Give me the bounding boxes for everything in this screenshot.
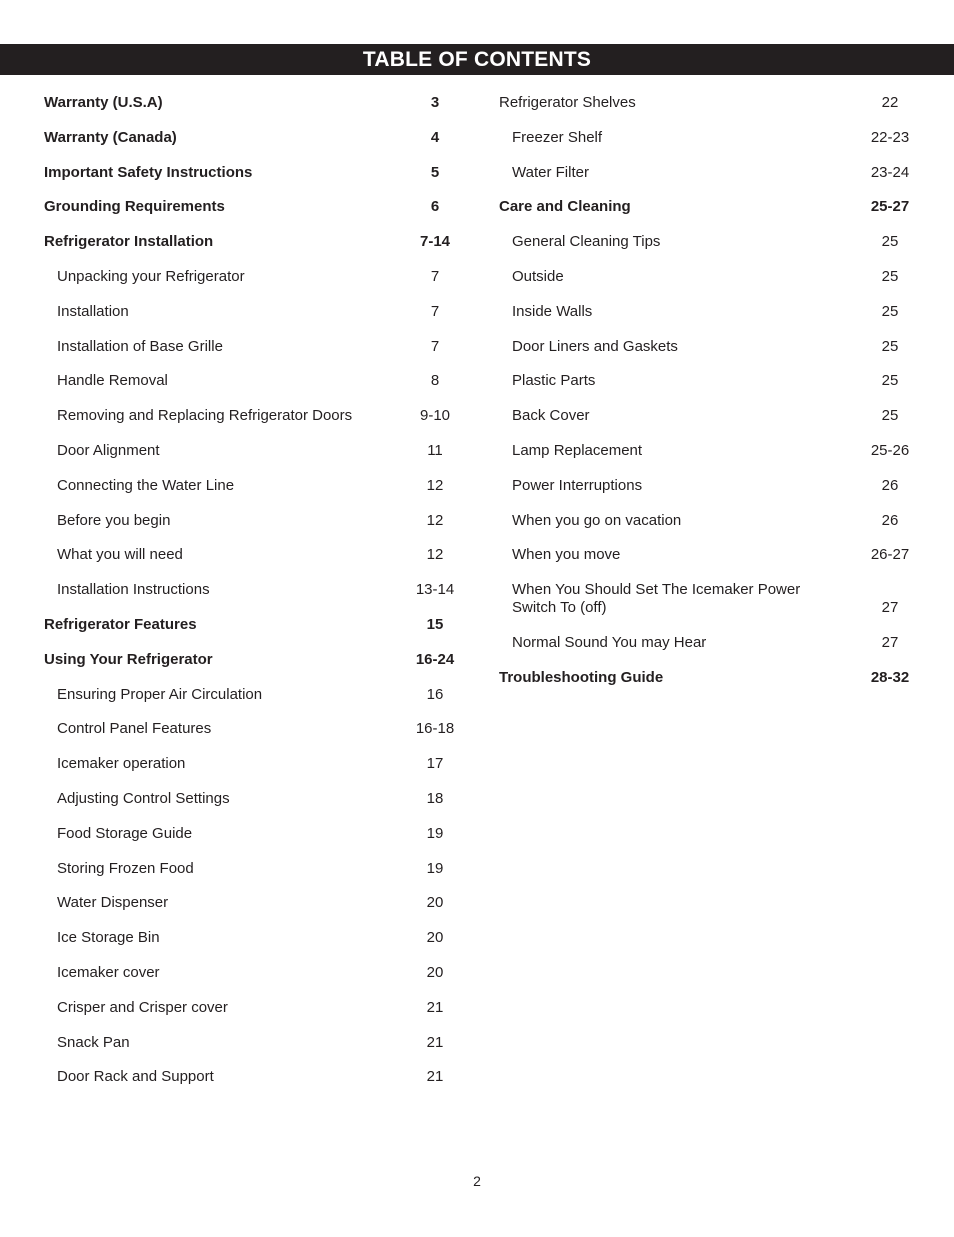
toc-entry-label: Back Cover — [512, 407, 590, 425]
toc-entry[interactable] — [44, 573, 464, 608]
toc-entry-label: Troubleshooting Guide — [499, 668, 664, 686]
toc-entry[interactable] — [499, 364, 919, 399]
toc-entry-page: 16-24 — [415, 650, 455, 668]
toc-entry[interactable] — [44, 608, 464, 643]
toc-entry[interactable] — [44, 434, 464, 469]
toc-entry[interactable] — [499, 121, 919, 156]
toc-entry-page: 25-26 — [870, 441, 910, 459]
toc-right-column — [499, 86, 919, 696]
toc-entry-page: 22-23 — [870, 128, 910, 146]
toc-entry-page: 28-32 — [870, 668, 910, 686]
toc-entry-label: Door Liners and Gaskets — [512, 337, 678, 355]
toc-entry-label: When you move — [512, 546, 621, 564]
toc-entry-label: Handle Removal — [57, 372, 168, 390]
toc-entry[interactable] — [499, 225, 919, 260]
toc-entry-page: 15 — [426, 615, 444, 633]
toc-entry[interactable] — [44, 921, 464, 956]
toc-entry-page: 19 — [426, 859, 444, 877]
toc-entry[interactable] — [499, 260, 919, 295]
toc-entry-label: Outside — [512, 267, 564, 285]
toc-entry-label: Storing Frozen Food — [57, 859, 194, 877]
toc-entry[interactable] — [499, 295, 919, 330]
toc-entry[interactable] — [44, 330, 464, 365]
toc-entry[interactable] — [499, 661, 919, 696]
toc-entry-page: 20 — [426, 894, 444, 912]
toc-entry-label: Refrigerator Features — [44, 615, 197, 633]
toc-entry-page: 16-18 — [415, 720, 455, 738]
toc-entry-label: Freezer Shelf — [512, 128, 603, 146]
toc-entry-page: 21 — [426, 998, 444, 1016]
toc-entry-label: Control Panel Features — [57, 720, 212, 738]
toc-entry[interactable] — [44, 538, 464, 573]
toc-entry-label: Warranty (Canada) — [44, 128, 177, 146]
toc-entry-page: 26-27 — [870, 546, 910, 564]
toc-entry-label: Warranty (U.S.A) — [44, 94, 163, 111]
toc-entry[interactable] — [44, 678, 464, 713]
toc-entry[interactable] — [499, 86, 919, 121]
toc-entry-label: Installation Instructions — [57, 581, 210, 599]
toc-entry-label: What you will need — [57, 546, 183, 564]
toc-entry[interactable] — [44, 225, 464, 260]
toc-entry[interactable] — [44, 156, 464, 191]
toc-entry-label: Ice Storage Bin — [57, 929, 160, 947]
toc-entry-page: 8 — [430, 372, 440, 390]
toc-entry-label: Inside Walls — [512, 302, 593, 320]
toc-entry-label: Lamp Replacement — [512, 441, 643, 459]
toc-entry[interactable] — [44, 399, 464, 434]
toc-entry-label: Water Dispenser — [57, 894, 169, 912]
toc-entry-label: Plastic Parts — [512, 372, 596, 390]
toc-entry-page: 7 — [430, 267, 440, 285]
toc-entry[interactable] — [499, 156, 919, 191]
toc-entry-label: When you go on vacation — [512, 511, 682, 529]
toc-entry-label: Icemaker cover — [57, 963, 160, 981]
toc-entry[interactable] — [499, 538, 919, 573]
toc-entry-page: 6 — [430, 198, 440, 216]
toc-entry-label: Important Safety Instructions — [44, 163, 253, 181]
toc-entry[interactable] — [44, 852, 464, 887]
toc-entry-label: Ensuring Proper Air Circulation — [57, 685, 263, 703]
toc-entry-page: 7 — [430, 302, 440, 320]
toc-entry-label: Crisper and Crisper cover — [57, 998, 228, 1016]
toc-entry-label: Food Storage Guide — [57, 824, 193, 842]
toc-entry-page: 16 — [426, 685, 444, 703]
toc-entry-page: 23-24 — [870, 163, 910, 181]
toc-entry-page: 20 — [426, 929, 444, 947]
toc-header — [0, 44, 954, 75]
toc-entry-page: 26 — [881, 476, 899, 494]
toc-entry[interactable] — [499, 626, 919, 661]
toc-entry-page: 5 — [430, 163, 440, 181]
toc-entry-label: Refrigerator Shelves — [499, 94, 636, 111]
page-number: 2 — [473, 1173, 481, 1189]
toc-entry-page: 19 — [426, 824, 444, 842]
toc-entry[interactable] — [499, 190, 919, 225]
toc-entry-label: Unpacking your Refrigerator — [57, 267, 245, 285]
toc-entry-page: 25 — [881, 267, 899, 285]
toc-entry-page: 3 — [430, 94, 440, 111]
toc-entry[interactable] — [44, 782, 464, 817]
toc-entry-label: Door Rack and Support — [57, 1068, 214, 1086]
toc-entry[interactable] — [44, 712, 464, 747]
toc-entry-label: Snack Pan — [57, 1033, 130, 1051]
toc-entry-label: Removing and Replacing Refrigerator Doors — [57, 407, 353, 425]
toc-entry-label: Installation of Base Grille — [57, 337, 223, 355]
toc-entry[interactable] — [44, 364, 464, 399]
toc-entry-page: 25 — [881, 233, 899, 251]
toc-entry-label: Connecting the Water Line — [57, 476, 235, 494]
toc-entry-label: Adjusting Control Settings — [57, 789, 230, 807]
toc-entry-page: 20 — [426, 963, 444, 981]
toc-entry[interactable] — [44, 1060, 464, 1095]
toc-entry-page: 26 — [881, 511, 899, 529]
toc-entry-page: 21 — [426, 1033, 444, 1051]
toc-entry-page: 17 — [426, 755, 444, 773]
toc-entry[interactable] — [44, 817, 464, 852]
toc-left-column — [44, 86, 464, 1095]
toc-entry[interactable] — [499, 434, 919, 469]
toc-entry[interactable] — [44, 991, 464, 1026]
toc-entry[interactable] — [44, 747, 464, 782]
page-title: TABLE OF CONTENTS — [362, 47, 592, 71]
toc-entry[interactable] — [44, 1026, 464, 1061]
toc-entry[interactable] — [499, 573, 919, 626]
toc-entry-page: 13-14 — [415, 581, 455, 599]
toc-entry-page: 4 — [430, 128, 440, 146]
toc-entry-page: 27 — [881, 634, 899, 652]
toc-entry-label: Power Interruptions — [512, 476, 643, 494]
toc-entry-page: 9-10 — [419, 407, 451, 425]
toc-entry[interactable] — [44, 469, 464, 504]
toc-entry-label: Using Your Refrigerator — [44, 650, 213, 668]
toc-entry-label: Before you begin — [57, 511, 171, 529]
toc-entry[interactable] — [44, 121, 464, 156]
toc-entry-label: Normal Sound You may Hear — [512, 634, 707, 652]
toc-entry[interactable] — [499, 330, 919, 365]
toc-entry-label: Installation — [57, 302, 129, 320]
toc-entry-label: General Cleaning Tips — [512, 233, 661, 251]
toc-entry-label: Care and Cleaning — [499, 198, 631, 216]
toc-entry-page: 11 — [427, 441, 443, 459]
toc-entry-page: 12 — [426, 546, 444, 564]
toc-entry[interactable] — [44, 886, 464, 921]
toc-entry-label: Icemaker operation — [57, 755, 186, 773]
toc-entry[interactable] — [44, 643, 464, 678]
toc-entry-page: 7-14 — [419, 233, 451, 251]
toc-entry-page: 18 — [426, 789, 444, 807]
toc-entry-label: Door Alignment — [57, 441, 160, 459]
toc-entry-page: 12 — [426, 476, 444, 494]
toc-entry[interactable] — [44, 956, 464, 991]
toc-entry-page: 21 — [426, 1068, 444, 1086]
toc-entry[interactable] — [44, 295, 464, 330]
toc-entry-label: Water Filter — [512, 163, 589, 181]
toc-entry-page: 27 — [881, 599, 899, 617]
toc-entry-page: 22 — [881, 94, 899, 111]
toc-entry[interactable] — [44, 86, 464, 121]
toc-entry-label: When You Should Set The Icemaker Power Switch To (off) — [512, 581, 801, 617]
toc-entry-page: 12 — [426, 511, 444, 529]
toc-entry-page: 25-27 — [870, 198, 910, 216]
toc-entry[interactable] — [499, 469, 919, 504]
toc-entry-page: 25 — [881, 407, 899, 425]
toc-entry[interactable] — [44, 504, 464, 539]
toc-entry[interactable] — [499, 504, 919, 539]
toc-entry[interactable] — [44, 260, 464, 295]
toc-entry-label: Grounding Requirements — [44, 198, 225, 216]
toc-entry-label: Refrigerator Installation — [44, 233, 214, 251]
toc-entry[interactable] — [499, 399, 919, 434]
toc-entry-page: 25 — [881, 302, 899, 320]
toc-entry-page: 25 — [881, 372, 899, 390]
toc-entry-page: 25 — [881, 337, 899, 355]
toc-entry-page: 7 — [430, 337, 440, 355]
toc-entry[interactable] — [44, 190, 464, 225]
